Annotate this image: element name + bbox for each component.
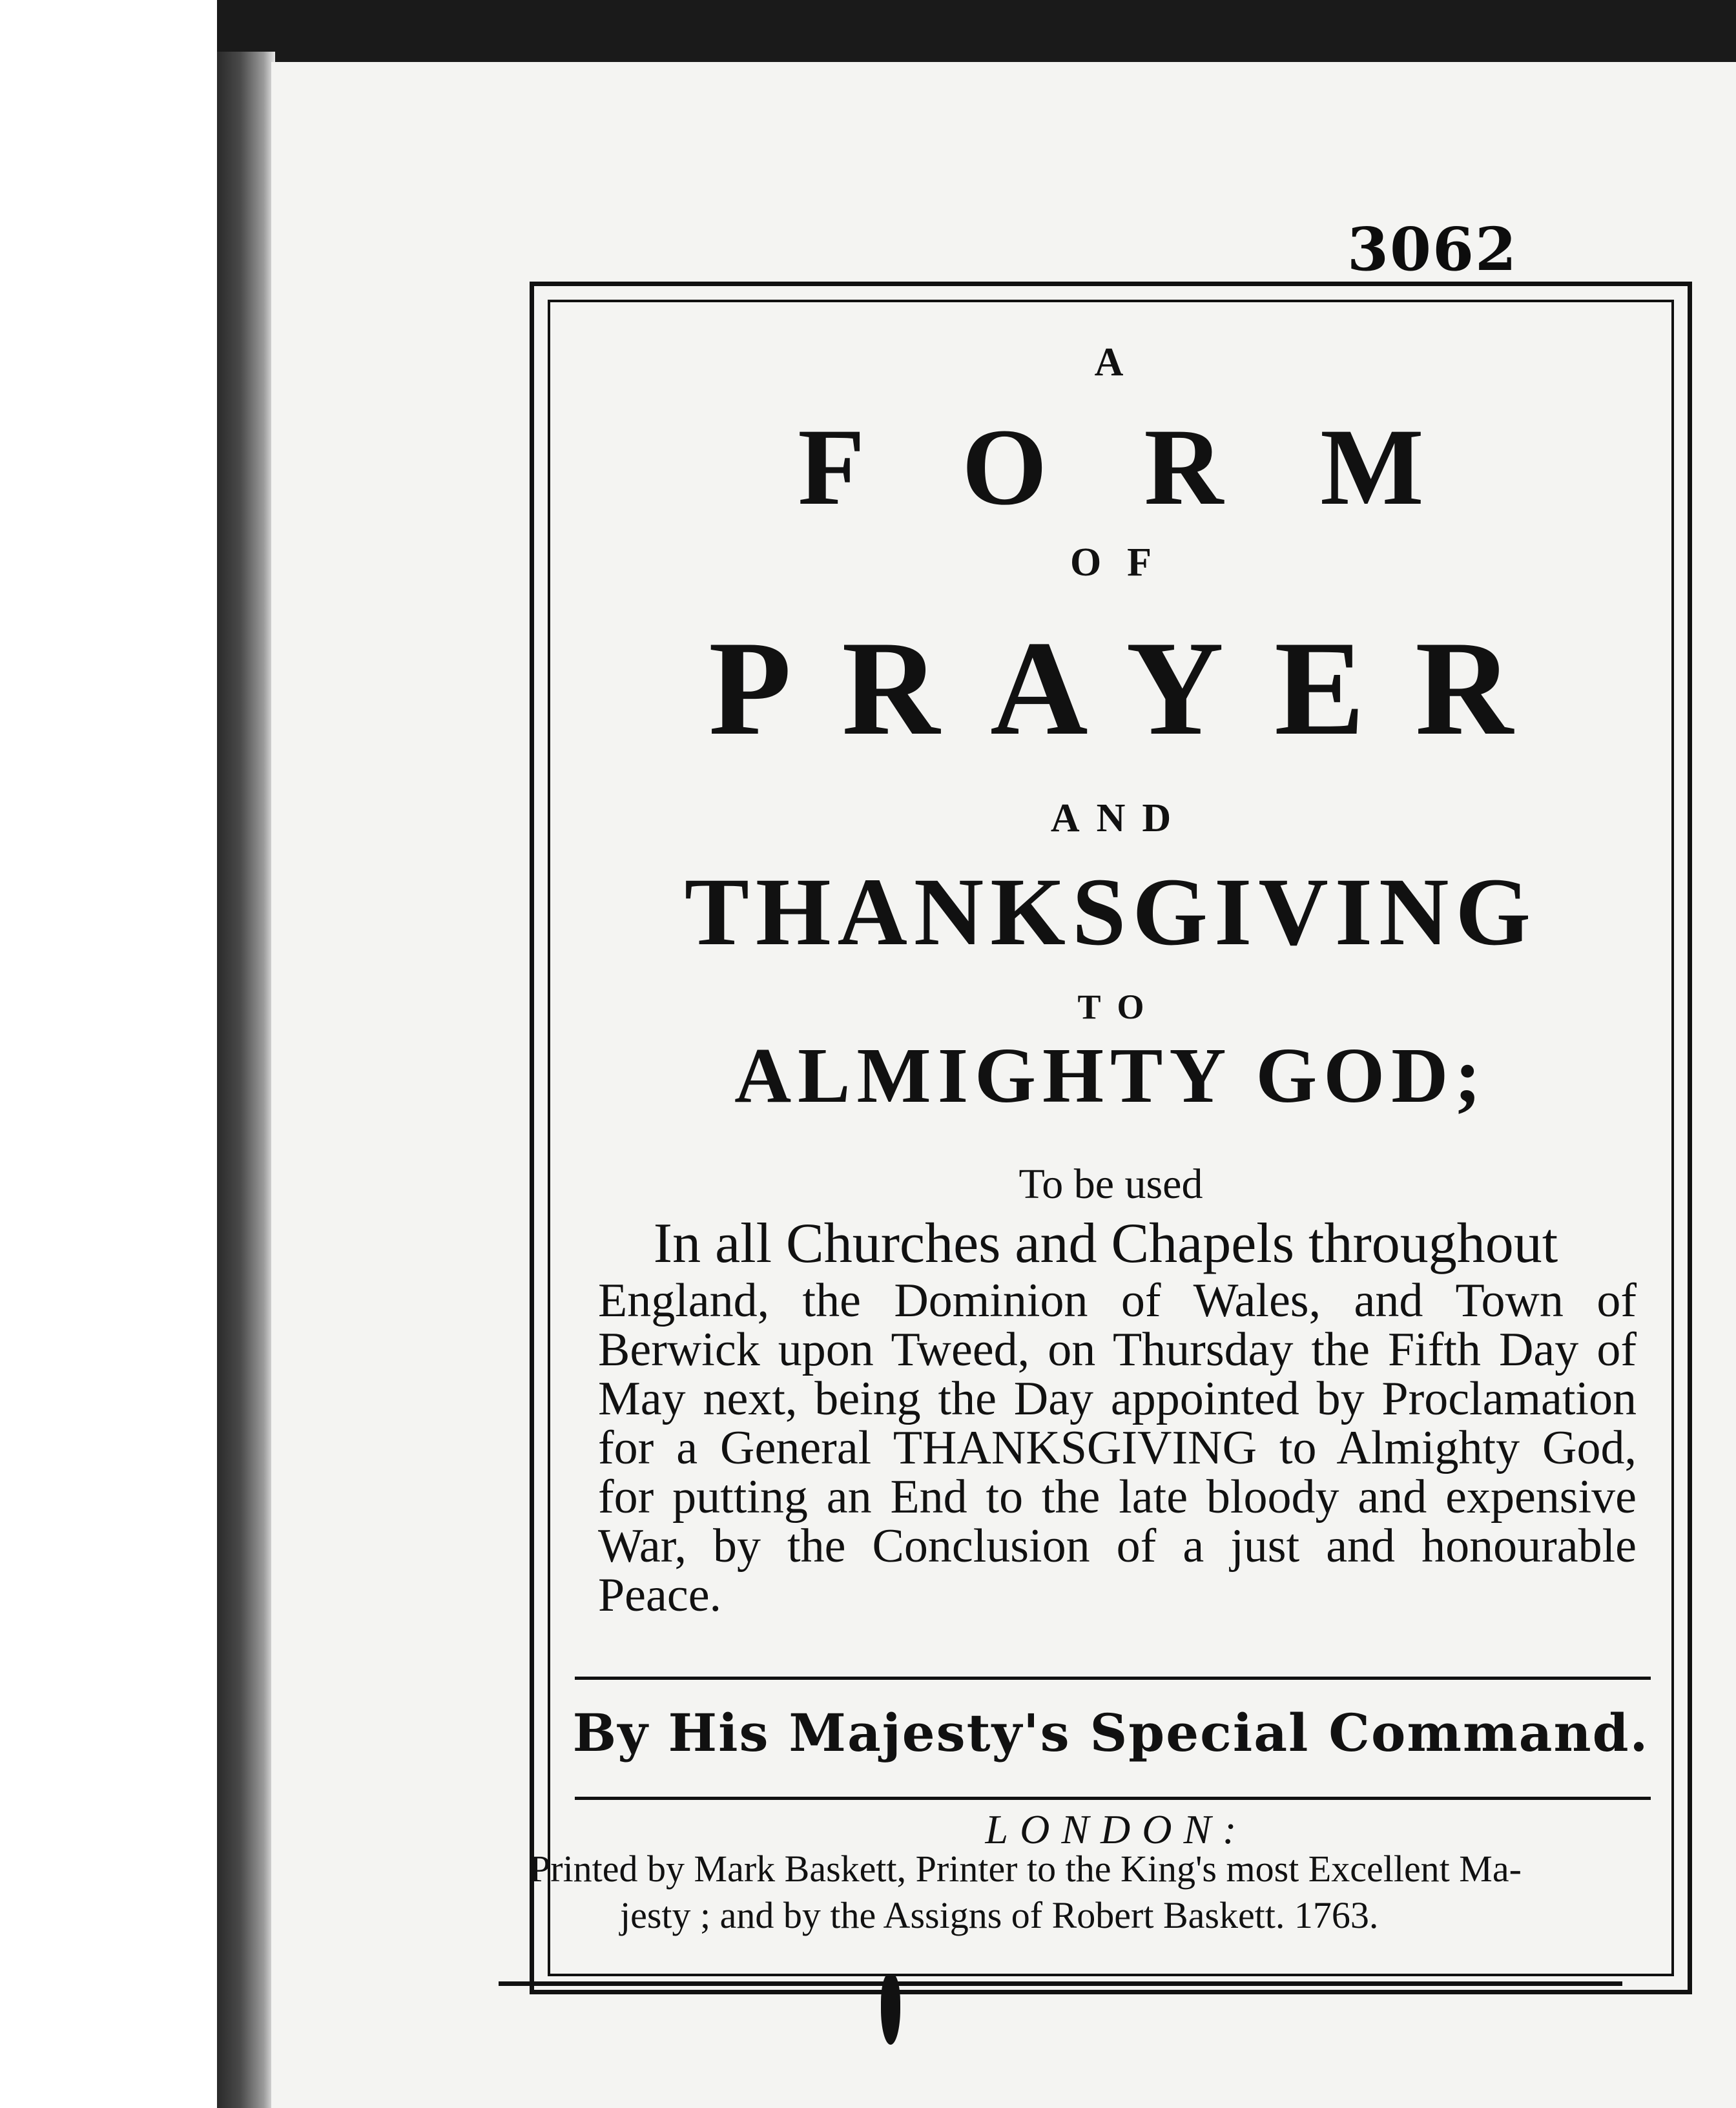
imprint-text [530, 1846, 1653, 1939]
imprint-line-1: Printed by Mark Baskett, Printer to the King's most Excellent Ma- [530, 1848, 1522, 1890]
to-be-used: To be used [1018, 1161, 1203, 1208]
title-prayer: PRAYER [708, 614, 1564, 763]
title-article: A [1094, 340, 1128, 384]
top-rule [575, 1677, 1651, 1680]
bottom-rule [499, 1981, 1622, 1986]
imprint-city: LONDON: [985, 1806, 1248, 1852]
binding-edge [217, 52, 275, 2108]
title-of: OF [1070, 541, 1178, 584]
occasion-text: England, the Dominion of Wales, and Town of Berwick upon Tweed, on Thursday the Fifth Day of May next, being the Day appointed by Proclamation for a General THANKSGIVING to Almighty God, for putting an End to the late bloody and expensive War, by the Conclusion of a just and honourable Peace. [598, 1274, 1637, 1622]
title-almighty-god: ALMIGHTY GOD; [734, 1032, 1487, 1119]
title-page [271, 62, 1736, 2108]
title-to: TO [1077, 987, 1161, 1026]
middle-rule [575, 1797, 1651, 1800]
title-thanksgiving: THANKSGIVING [684, 858, 1538, 966]
occasion-first-line: In all Churches and Chapels throughout [653, 1212, 1558, 1275]
title-and: AND [1050, 796, 1188, 840]
occasion-paragraph [585, 1212, 1637, 1620]
ink-blot [881, 1974, 900, 2045]
imprint-line-2: jesty ; and by the Assigns of Robert Baskett. 1763. [620, 1894, 1379, 1936]
royal-command: By His Majesty's Special Command. [572, 1702, 1649, 1763]
title-form: FORM [798, 406, 1521, 528]
shelfmark-number: 3062 [1347, 214, 1518, 284]
flyleaf [0, 0, 217, 2108]
